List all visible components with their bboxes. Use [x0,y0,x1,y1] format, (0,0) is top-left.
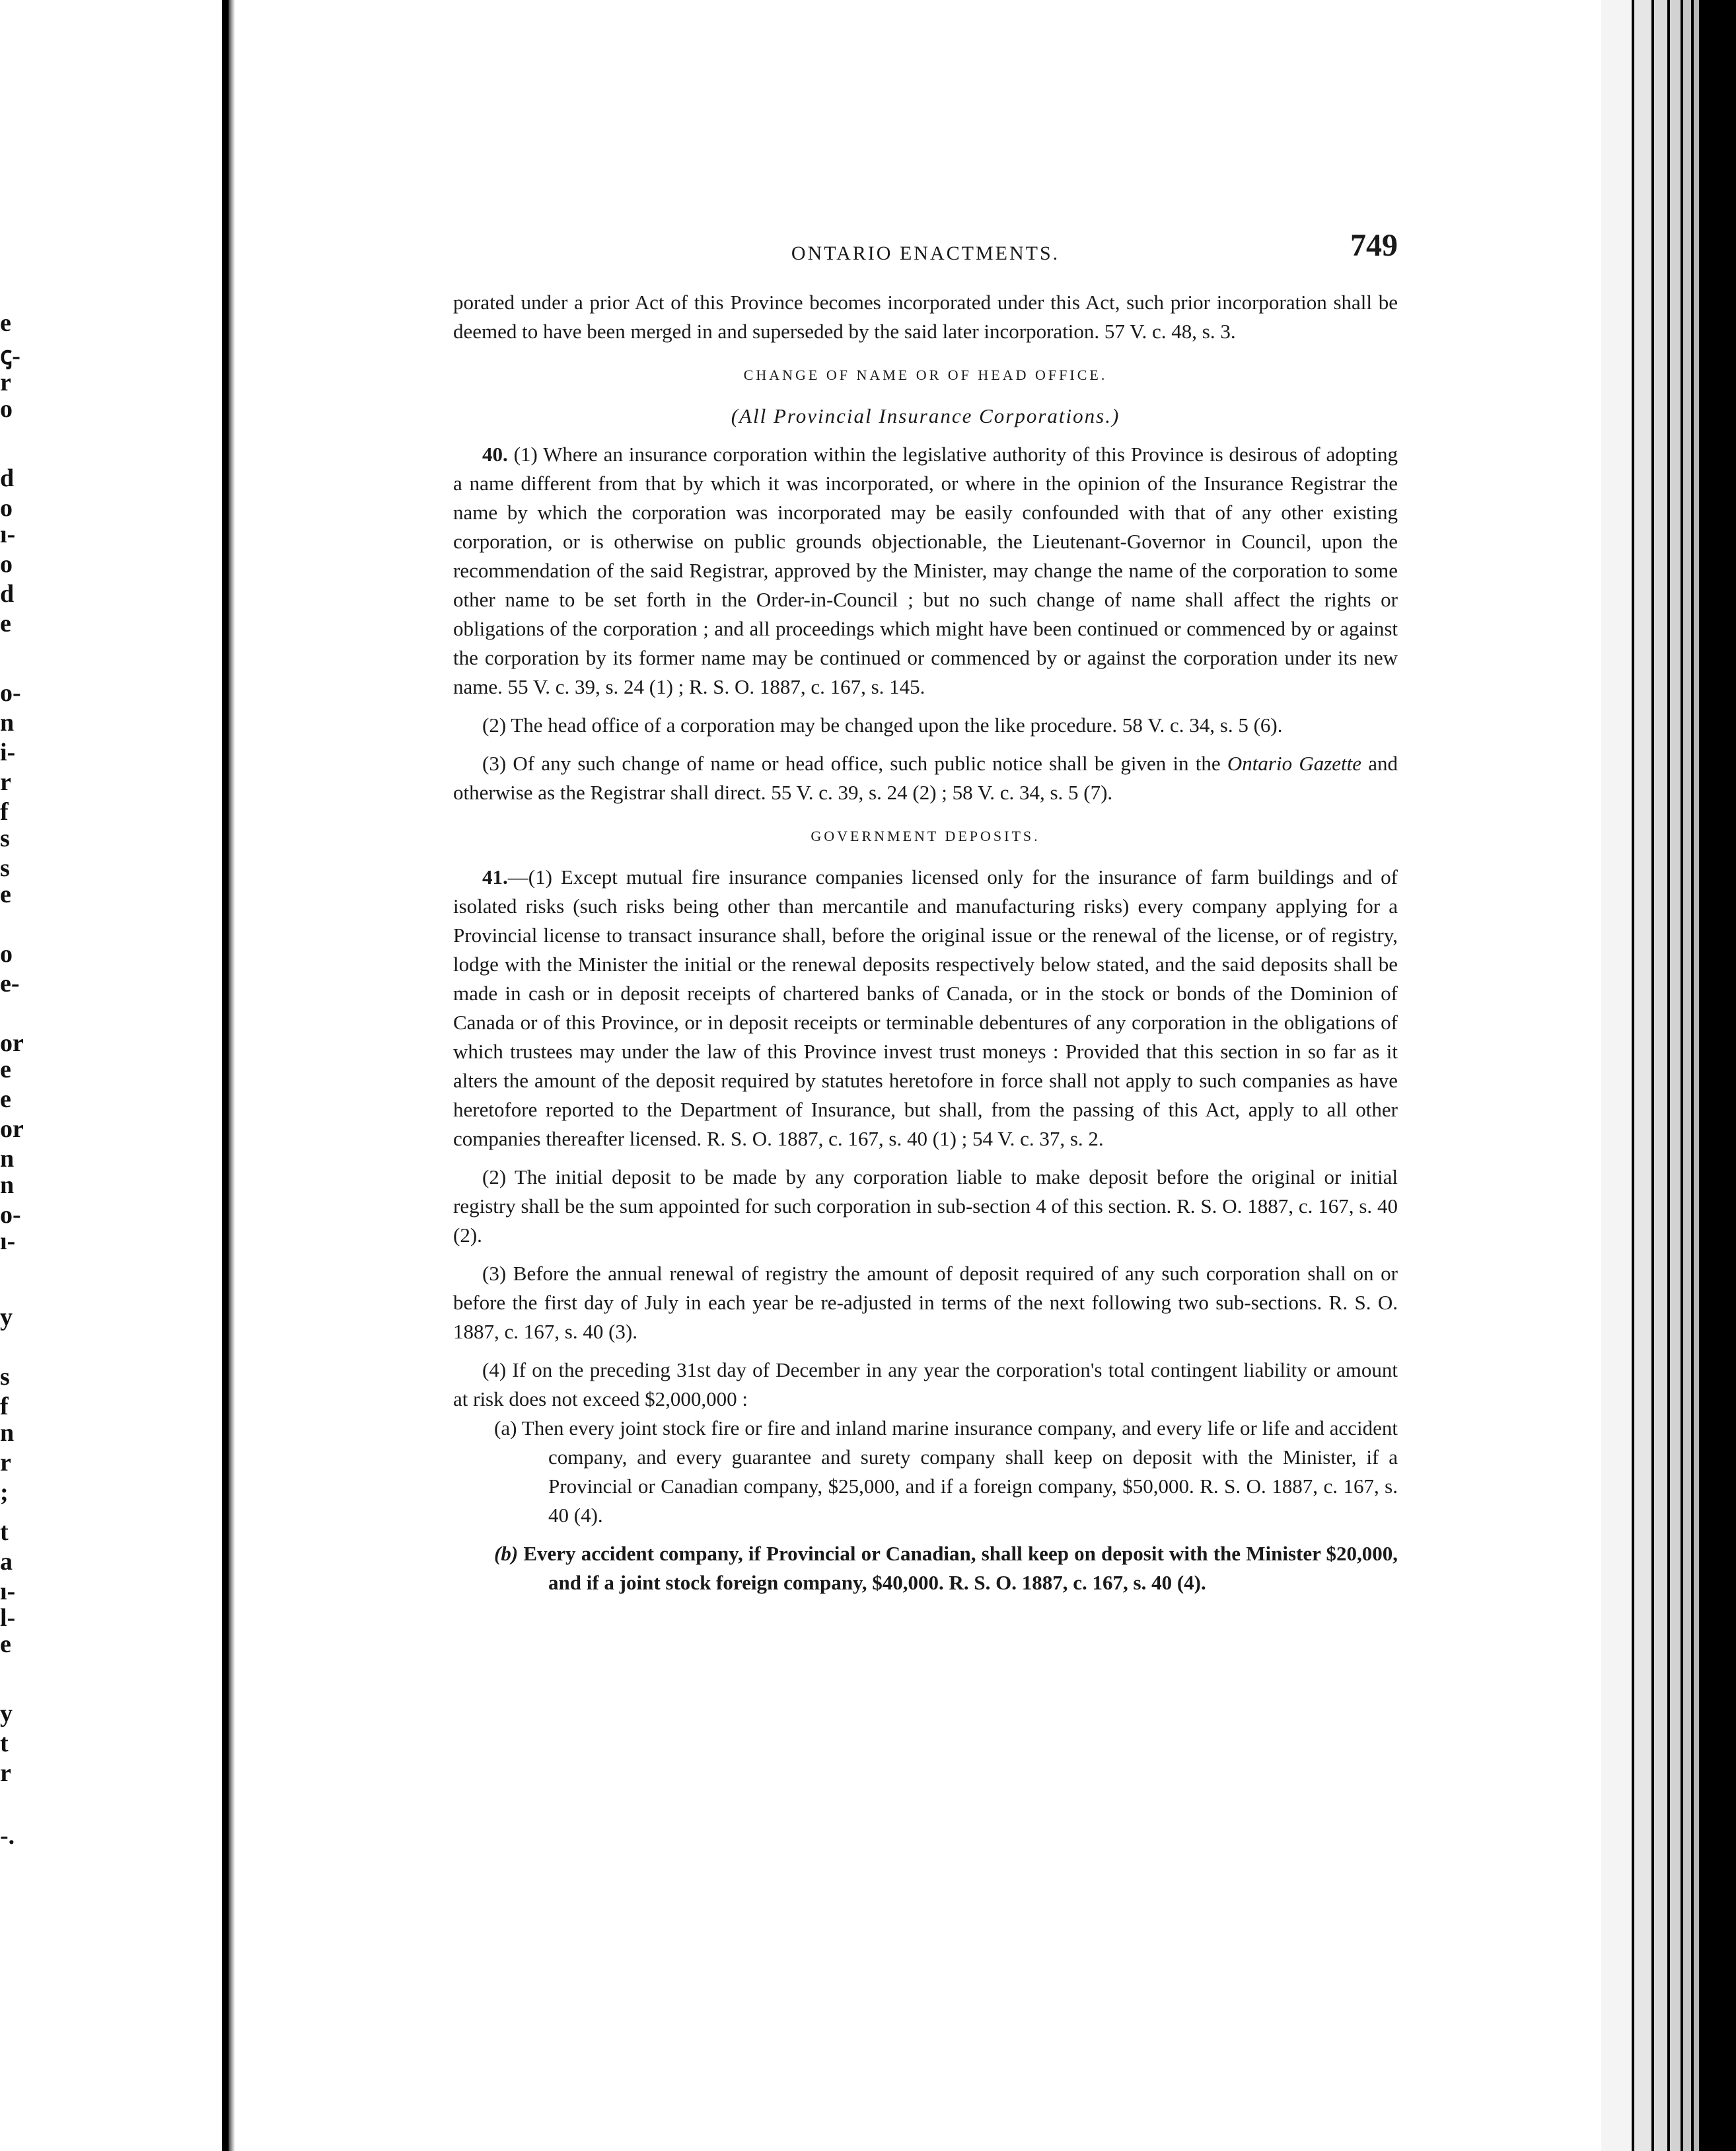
facing-page-fragment: r [0,1759,11,1787]
subheading-provincial-corporations: (All Provincial Insurance Corporations.) [731,404,1120,427]
clause-label: (b) [494,1542,519,1565]
page-stack-edge [1601,0,1736,2151]
heading-government-deposits: GOVERNMENT DEPOSITS. [811,828,1040,844]
facing-page-fragment: f [0,1393,9,1420]
facing-page-fragment: e [0,1085,11,1113]
facing-page-fragment: l- [0,1604,16,1632]
facing-page-fragment: n [0,1419,15,1447]
facing-page-fragment: e- [0,970,20,998]
facing-page-fragment: t [0,1518,9,1546]
facing-page-fragment: o- [0,679,21,707]
facing-page-fragment: or [0,1115,24,1143]
section-41-subsection-2: (2) The initial deposit to be made by any corporation liable to make deposit before the original or initial registry shall be the sum appointed for such corporation in sub-section 4 of this section. R. S. O. 1887, c. 167, s. 40 (2). [453,1165,1398,1247]
facing-page-fragment: f [0,798,9,826]
facing-page-fragment: d [0,464,15,492]
facing-page-fragment: t [0,1730,9,1757]
book-gutter [229,0,235,2151]
facing-page-fragment: o [0,940,13,968]
facing-page-fragment: s [0,854,10,882]
facing-page-fragment: ı- [0,1227,16,1255]
facing-page-fragment: ı- [0,1578,16,1605]
section-41-subsection-3: (3) Before the annual renewal of registry the amount of deposit required of any such corporation shall on or before the first day of July in each year be re-adjusted in terms of the next following two sub-sections. R. S. O. 1887, c. 167, s. 40 (3). [453,1262,1398,1343]
running-title: ONTARIO ENACTMENTS. [791,242,1060,264]
clause-b [453,1539,1398,1597]
facing-page-fragment: e [0,881,11,908]
facing-page-fragment: y [0,1303,13,1331]
section-41-subsection-4: (4) If on the preceding 31st day of December in any year the corporation's total contingent liability or amount at risk does not exceed $2,000,000 : [453,1358,1398,1410]
facing-page-edge [222,0,229,2151]
heading-change-of-name: CHANGE OF NAME OR OF HEAD OFFICE. [743,367,1108,383]
section-text: and otherwise as the Registrar shall direct. 55 V. c. 39, s. 24 (2) ; 58 V. c. 34, s. 5 (7). [453,752,1398,804]
gazette-title: Ontario Gazette [1227,752,1362,775]
facing-page-fragment: o [0,550,13,578]
facing-page-fragment: o- [0,1201,21,1229]
section-40-subsection-1 [453,440,1398,702]
facing-page-fragment: e [0,610,11,638]
facing-page-fragment: d [0,580,15,608]
facing-page-fragment: a [0,1548,13,1576]
facing-page-fragment: n [0,1145,15,1173]
facing-page-fragment: e [0,1056,11,1083]
section-41-subsection-1 [453,863,1398,1153]
page-text-column [453,228,1398,1597]
facing-page-fragment: r [0,369,11,396]
facing-page-fragment: r [0,768,11,796]
facing-page-fragment: s [0,824,10,852]
facing-page-fragment: ꞔ- [0,342,20,370]
facing-page-fragment: n [0,709,15,737]
clause-a [453,1414,1398,1530]
facing-page-fragment: y [0,1700,13,1728]
clause-text: Then every joint stock fire or fire and inland marine insurance company, and every life or life and accident company, and every guarantee and surety company shall keep on deposit with the Minister, if a Provincial or Canadian company, $25,000, and if a foreign company, $50,000. R. S. O. 1887, c. 167, s. 40 (4). [521,1416,1398,1527]
facing-page-fragment: i- [0,739,16,766]
section-40-subsection-3 [453,749,1398,807]
facing-page-text-fragments [0,0,221,2151]
facing-page-fragment: r [0,1449,11,1477]
facing-page [0,0,221,2151]
facing-page-fragment: ; [0,1478,9,1506]
facing-page-fragment: n [0,1171,15,1199]
facing-page-fragment: s [0,1363,10,1391]
running-head [453,228,1398,275]
section-number: 40. [482,443,508,466]
facing-page-fragment: ı- [0,521,16,548]
facing-page-fragment: e [0,1630,11,1658]
page-number: 749 [1350,228,1398,263]
section-text: —(1) Except mutual fire insurance companies licensed only for the insurance of farm buildings and of isolated risks (such risks being other than mercantile and manufacturing risks) every company applying for a Provincial license to transact insurance shall, before the original issue or the renewal of the license, or of registry, lodge with the Minister the initial or the renewal deposits respectively below stated, and the said deposits shall be made in cash or in deposit receipts of chartered banks of Canada, or in the stock or bonds of the Dominion of Canada or of this Province, or in deposit receipts or terminable debentures of any corporation in the obligations of which trustees may under the law of this Province invest trust moneys : Provided that this section in so far as it alters the amount of the deposit required by statutes heretofore in force shall not apply to such companies as have heretofore reported to the Department of Insurance, but shall, from the passing of this Act, apply to all other companies thereafter licensed. R. S. O. 1887, c. 167, s. 40 (1) ; 54 V. c. 37, s. 2. [453,865,1398,1150]
facing-page-fragment: e [0,309,11,337]
section-40-subsection-2: (2) The head office of a corporation may be changed upon the like procedure. 58 V. c. 34, s. 5 (6). [482,713,1283,737]
clause-label: (a) [494,1416,517,1440]
section-number: 41. [482,865,508,889]
facing-page-fragment: -. [0,1822,15,1850]
facing-page-fragment: o [0,494,13,522]
clause-text: Every accident company, if Provincial or Canadian, shall keep on deposit with the Minister $20,000, and if a joint stock foreign company, $40,000. R. S. O. 1887, c. 167, s. 40 (4). [523,1542,1398,1594]
facing-page-fragment: or [0,1029,24,1057]
section-text: (1) Where an insurance corporation within the legislative authority of this Province is desirous of adopting a name different from that by which it was incorporated, or where in the opinion of the Insurance Registrar the name by which the corporation was incorporated may be easily confounded with that of any other existing corporation, or is otherwise on public grounds objectionable, the Lieutenant-Governor in Council, upon the recommendation of the said Registrar, approved by the Minister, may change the name of the corporation to some other name to be set forth in the Order-in-Council ; but no such change of name shall affect the rights or obligations of the corporation ; and all proceedings which might have been continued or commenced by or against the corporation by its former name may be continued or commenced by or against the corporation under its new name. 55 V. c. 39, s. 24 (1) ; R. S. O. 1887, c. 167, s. 145. [453,443,1398,698]
facing-page-fragment: o [0,395,13,423]
carryover-paragraph: porated under a prior Act of this Province becomes incorporated under this Act, such prior incorporation shall be deemed to have been merged in and superseded by the said later incorporation. 57 V. c. 48, s. 3. [453,291,1398,343]
section-text: (3) Of any such change of name or head office, such public notice shall be given in the [482,752,1221,775]
